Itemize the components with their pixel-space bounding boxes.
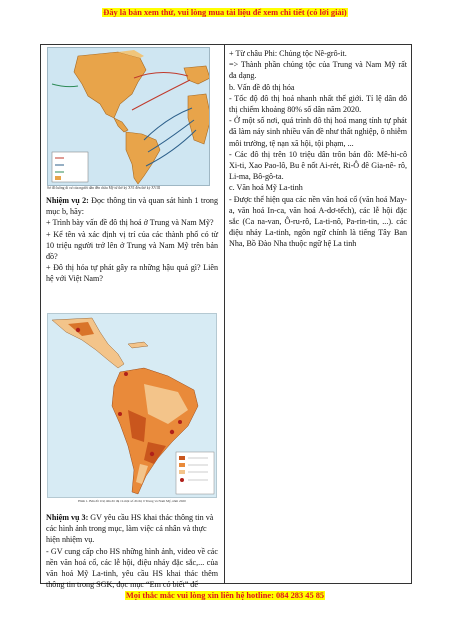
task3-block — [46, 512, 218, 590]
preview-banner — [0, 8, 450, 17]
migration-map-graphic — [48, 48, 210, 186]
task2-block — [46, 195, 218, 285]
hotline-banner — [0, 591, 450, 600]
lesson-table — [40, 44, 412, 590]
content-line: + Từ châu Phi: Chủng tộc Nê-grô-it. — [229, 49, 347, 58]
content-block — [229, 48, 407, 250]
migration-map — [47, 47, 210, 186]
migration-map-caption: Sơ đồ luồng di cư của người dân đến châu Mỹ từ thế kỷ XVI đến thế kỷ XVIII — [47, 186, 161, 190]
content-column — [225, 45, 411, 583]
section-heading: c. Văn hoá Mỹ La-tinh — [229, 183, 303, 193]
task2-item: + Trình bày vấn đề đô thị hoá ở Trung và Nam Mỹ? — [46, 218, 214, 228]
task3-heading — [46, 512, 218, 546]
activity-column — [41, 45, 224, 590]
task2-heading — [46, 195, 218, 217]
content-line: => Thành phần chủng tộc của Trung và Nam Mỹ rất đa dạng. — [229, 60, 407, 81]
content-line: - Các đô thị trên 10 triệu dân trôn bản đồ: Mê-hi-cô Xi-ti, Xao Pao-lô, Bu ê nốt Ai-rét, Ri-Ô đê Gia-nê- rô, Li-ma, Bô-gô-ta. — [229, 149, 407, 182]
task2-label: Nhiệm vụ 2: — [46, 196, 89, 205]
content-line: - Ở một số nơi, quá trình đô thị hoá mang tính tự phát đã làm nảy sinh nhiều vấn đề như thất nghiệp, ô nhiễm môi trường, tệ nạn xã hội, tội phạm, ... — [229, 116, 407, 148]
task2-item: + Đô thị hóa tự phát gây ra những hậu quả gì? Liên hệ với Việt Nam? — [46, 263, 218, 284]
urbanization-map-caption: Hình 1. Bản đồ tỉ lệ dân đô thị và một số đô thị ở Trung và Nam Mỹ, năm 2020 — [78, 499, 186, 503]
task3-body: - GV cung cấp cho HS những hình ảnh, video về các nền văn hoá cổ, các lễ hội, điệu nhảy đặc sắc,... của văn hoá Mỹ La-tinh, yêu cầu HS khai thác thêm thông tin trong SGK, đọc mục “Em có biết” để — [46, 546, 218, 590]
content-line: - Tốc độ đô thị hoá nhanh nhất thế giới. Tỉ lệ dân đô thị chiếm khoảng 80% số dân năm 2020. — [229, 93, 407, 115]
urbanization-map-graphic — [48, 314, 217, 498]
task2-intro: Đọc thông tin và quan sát hình 1 trong mục b, hãy: — [46, 196, 218, 217]
hotline-banner-text: Mọi thắc mắc vui lòng xin liên hệ hotline: 084 283 45 85 — [125, 591, 325, 600]
task2-item: + Kể tên và xác định vị trí của các thành phố có từ 10 triệu người trở lên ở Trung và Nam Mỹ trên bản đồ? — [46, 229, 218, 262]
section-heading: b. Vấn đề đô thị hóa — [229, 82, 295, 92]
task3-label: Nhiệm vụ 3: — [46, 513, 89, 522]
task3-intro: GV yêu cầu HS khai thác thông tin và các hình ảnh trong mục, làm việc cá nhân và thực hiện nhiệm vụ. — [46, 513, 214, 545]
urbanization-map — [47, 313, 217, 498]
preview-banner-text: Đây là bản xem thử, vui lòng mua tài liệu để xem chi tiết (có lời giải) — [103, 8, 347, 17]
content-line: - Được thể hiện qua các nền văn hoá cổ (văn hoá May-a, văn hoá In-ca, văn hoá A-dơ-tếch), các lễ hội đặc sắc (Ca na-van, Ô-ru-rô, La-ti-nô, Pa-rin-tin, ...). các điệu nhảy La-tinh, ngôn ngữ chính là tiếng Tây Ban Nha, Bồ Đào Nha thuộc ngữ hệ La tinh — [229, 194, 407, 249]
